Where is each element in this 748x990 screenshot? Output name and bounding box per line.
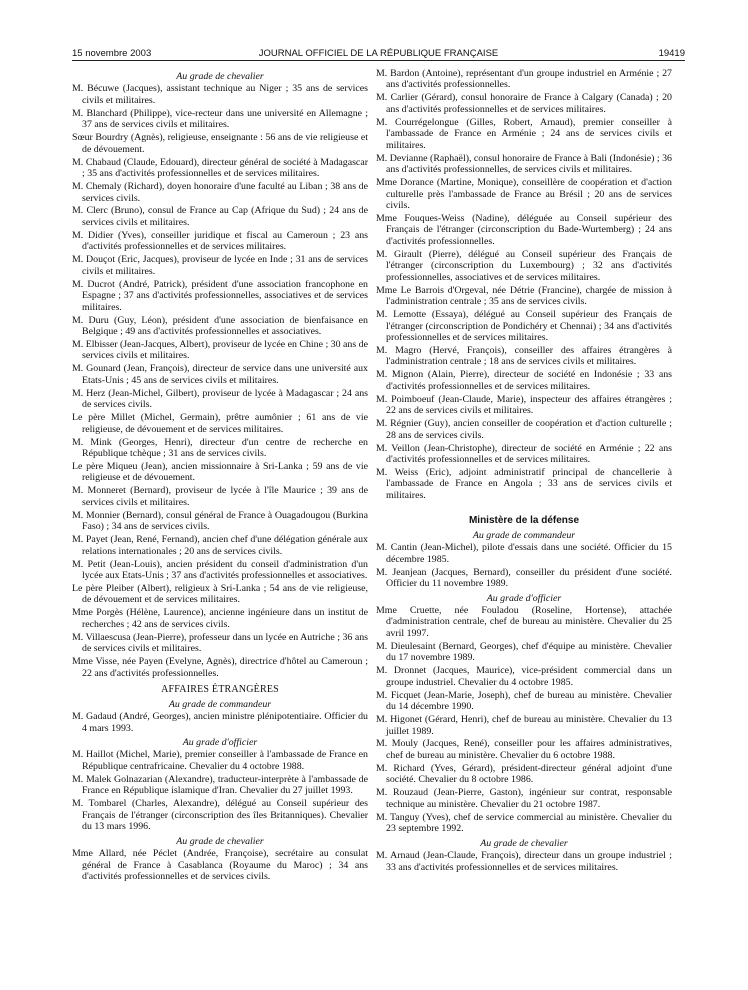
honoree-entry: Sœur Bourdry (Agnès), religieuse, enseignante : 56 ans de vie religieuse et de dévouement.	[72, 132, 368, 155]
honoree-entry: M. Mouly (Jacques, René), conseiller pour les affaires administratives, chef de bureau au ministère. Chevalier du 6 octobre 1988.	[376, 738, 672, 761]
section-heading: Ministère de la défense	[468, 515, 580, 527]
honoree-entry: M. Mignon (Alain, Pierre), directeur de société en Indonésie ; 33 ans d'activités professionnelles et de services militaires.	[376, 369, 672, 392]
honoree-entry: Le père Millet (Michel, Germain), prêtre aumônier ; 61 ans de vie religieuse, de dévouement et de services militaires.	[72, 412, 368, 435]
honoree-entry: M. Weiss (Eric), adjoint administratif principal de chancellerie à l'ambassade de France en Angola ; 33 ans de services civils et militaires.	[376, 466, 672, 501]
honoree-entry: Mme Porgès (Hélène, Laurence), ancienne ingénieure dans un institut de recherches ; 42 ans de services civils.	[72, 607, 368, 630]
honoree-entry: M. Poimboeuf (Jean-Claude, Marie), inspecteur des affaires étrangères ; 22 ans de services civils et militaires.	[376, 393, 672, 417]
honoree-entry: Mme Dorance (Martine, Monique), conseillère de coopération et d'action culturelle près l'ambassade de France au Brésil ; 20 ans de services civils.	[376, 177, 672, 211]
honoree-entry: M. Clerc (Bruno), consul de France au Cap (Afrique du Sud) ; 24 ans de services civils et militaires.	[72, 205, 368, 228]
entry-list	[72, 848, 368, 882]
entry-list	[72, 749, 368, 832]
honoree-entry: M. Higonet (Gérard, Henri), chef de bureau au ministère. Chevalier du 13 juillet 1989.	[376, 714, 672, 737]
grade-heading: Au grade de chevalier	[176, 835, 264, 847]
honoree-entry: M. Lemotte (Essaya), délégué au Conseil supérieur des Français de l'étranger (circonscription de Pondichéry et Chennai) ; 34 ans d'activités professionnelles et de services militaires.	[376, 309, 672, 343]
grade-heading: Au grade d'officier	[182, 736, 258, 748]
honoree-entry: M. Dronnet (Jacques, Maurice), vice-président commercial dans un groupe industriel. Chevalier du 4 octobre 1985.	[376, 665, 672, 688]
honoree-entry: M. Blanchard (Philippe), vice-recteur dans une université en Allemagne ; 37 ans de services civils et militaires.	[72, 107, 368, 131]
honoree-entry: M. Chabaud (Claude, Edouard), directeur général de société à Madagascar ; 35 ans d'activités professionnelles et de services militaires.	[72, 156, 368, 180]
honoree-entry: M. Herz (Jean-Michel, Gilbert), proviseur de lycée à Madagascar ; 24 ans de services civils.	[72, 387, 368, 411]
honoree-entry: Mme Allard, née Péclet (Andrée, Françoise), secrétaire au consulat général de France à Casablanca (Royaume du Maroc) ; 34 ans d'activités professionnelles et de services civils.	[72, 848, 368, 882]
section-heading: AFFAIRES ÉTRANGÈRES	[161, 684, 279, 696]
header-page-number: 19419	[658, 48, 685, 59]
honoree-entry: M. Jeanjean (Jacques, Bernard), conseiller du président d'une société. Officier du 11 novembre 1989.	[376, 566, 672, 590]
honoree-entry: M. Mink (Georges, Henri), directeur d'un centre de recherche en République tchèque ; 31 ans de services civils.	[72, 436, 368, 460]
grade-heading: Au grade de chevalier	[480, 837, 568, 849]
left-column	[72, 68, 368, 884]
honoree-entry: M. Chemaly (Richard), doyen honoraire d'une faculté au Liban ; 38 ans de services civils.	[72, 181, 368, 204]
honoree-entry: M. Régnier (Guy), ancien conseiller de coopération et d'action culturelle ; 28 ans de services civils.	[376, 418, 672, 441]
honoree-entry: Mme Fouques-Weiss (Nadine), déléguée au Conseil supérieur des Français de l'étranger (circonscription du Bade-Wurtemberg) ; 24 ans d'activités professionnelles.	[376, 212, 672, 247]
honoree-entry: M. Payet (Jean, René, Fernand), ancien chef d'une délégation générale aux relations internationales ; 20 ans de services civils.	[72, 534, 368, 557]
grade-heading: Au grade d'officier	[486, 592, 562, 604]
grade-heading: Au grade de commandeur	[472, 529, 576, 541]
honoree-entry: M. Arnaud (Jean-Claude, François), directeur dans un groupe industriel ; 33 ans d'activités professionnelles et de services militaires.	[376, 850, 672, 873]
entry-list	[72, 711, 368, 734]
honoree-entry: M. Tanguy (Yves), chef de service commercial au ministère. Chevalier du 23 septembre 1992.	[376, 811, 672, 835]
honoree-entry: M. Magro (Hervé, François), conseiller des affaires étrangères à l'administration centrale ; 18 ans de services civils et militaires.	[376, 344, 672, 368]
honoree-entry: M. Courrégelongue (Gilles, Robert, Arnaud), premier conseiller à l'ambassade de France en Arménie ; 24 ans de services civils et militaires.	[376, 116, 672, 151]
honoree-entry: M. Tombarel (Charles, Alexandre), délégué au Conseil supérieur des Français de l'étranger (circonscription des îles Britanniques). Chevalier du 13 mars 1996.	[72, 798, 368, 833]
honoree-entry: M. Douçot (Eric, Jacques), proviseur de lycée en Inde ; 31 ans de services civils et militaires.	[72, 254, 368, 277]
honoree-entry: M. Girault (Pierre), délégué au Conseil supérieur des Français de l'étranger (circonscription du Luxembourg) ; 32 ans d'activités professionnelles, associatives et de services militaires.	[376, 248, 672, 283]
header-date: 15 novembre 2003	[72, 48, 152, 59]
honoree-entry: M. Rouzaud (Jean-Pierre, Gaston), ingénieur sur contrat, responsable technique au ministère. Chevalier du 21 octobre 1987.	[376, 787, 672, 810]
grade-heading: Au grade de commandeur	[168, 698, 272, 710]
entry-list	[376, 542, 672, 589]
page-header	[72, 48, 685, 64]
honoree-entry: Le père Pleiber (Albert), religieux à Sri-Lanka ; 54 ans de vie religieuse, de dévouement et de services militaires.	[72, 583, 368, 606]
honoree-entry: M. Dieulesaint (Bernard, Georges), chef d'équipe au ministère. Chevalier du 17 novembre 1989.	[376, 640, 672, 664]
entry-list	[376, 605, 672, 835]
honoree-entry: M. Duru (Guy, Léon), président d'une association de bienfaisance en Belgique ; 49 ans d'activités professionnelles et associatives.	[72, 314, 368, 338]
honoree-entry: M. Petit (Jean-Louis), ancien président du conseil d'administration d'un lycée aux Etats-Unis ; 37 ans d'activités professionnelles et associatives.	[72, 558, 368, 582]
right-column	[376, 68, 672, 874]
honoree-entry: M. Gounard (Jean, François), directeur de service dans une université aux Etats-Unis ; 45 ans de services civils et militaires.	[72, 363, 368, 386]
honoree-entry: M. Villaescusa (Jean-Pierre), professeur dans un lycée en Autriche ; 36 ans de services civils et militaires.	[72, 631, 368, 655]
honoree-entry: M. Monnier (Bernard), consul général de France à Ouagadougou (Burkina Faso) ; 34 ans de services civils.	[72, 509, 368, 533]
honoree-entry: M. Ficquet (Jean-Marie, Joseph), chef de bureau au ministère. Chevalier du 14 décembre 1990.	[376, 689, 672, 713]
honoree-entry: M. Richard (Yves, Gérard), président-directeur général adjoint d'une société. Chevalier du 8 octobre 1986.	[376, 762, 672, 786]
honoree-entry: M. Elbisser (Jean-Jacques, Albert), proviseur de lycée en Chine ; 30 ans de services civils et militaires.	[72, 338, 368, 362]
entry-list	[376, 68, 672, 501]
header-rule	[72, 60, 685, 61]
honoree-entry: M. Carlier (Gérard), consul honoraire de France à Calgary (Canada) ; 20 ans d'activités professionnelles et de services militaires.	[376, 92, 672, 115]
honoree-entry: M. Haillot (Michel, Marie), premier conseiller à l'ambassade de France en République centrafricaine. Chevalier du 4 octobre 1988.	[72, 749, 368, 772]
honoree-entry: M. Bardon (Antoine), représentant d'un groupe industriel en Arménie ; 27 ans d'activités professionnelles.	[376, 68, 672, 91]
entry-list	[72, 83, 368, 679]
honoree-entry: Mme Visse, née Payen (Evelyne, Agnès), directrice d'hôtel au Cameroun ; 22 ans d'activités professionnelles.	[72, 656, 368, 679]
honoree-entry: M. Ducrot (André, Patrick), président d'une association francophone en Espagne ; 37 ans d'activités professionnelles, associatives et de services militaires.	[72, 278, 368, 313]
honoree-entry: M. Monneret (Bernard), proviseur de lycée à l'île Maurice ; 39 ans de services civils et militaires.	[72, 485, 368, 508]
grade-heading: Au grade de chevalier	[176, 71, 264, 82]
honoree-entry: M. Veillon (Jean-Christophe), directeur de société en Arménie ; 22 ans d'activités professionnelles et de services militaires.	[376, 442, 672, 465]
honoree-entry: M. Gadaud (André, Georges), ancien ministre plénipotentiaire. Officier du 4 mars 1993.	[72, 711, 368, 734]
honoree-entry: M. Cantin (Jean-Michel), pilote d'essais dans une société. Officier du 15 décembre 1985.	[376, 542, 672, 565]
honoree-entry: Mme Cruette, née Fouladou (Roseline, Hortense), attachée d'administration centrale, chef de bureau au ministère. Chevalier du 25 avril 1997.	[376, 604, 672, 639]
honoree-entry: M. Bécuwe (Jacques), assistant technique au Niger ; 35 ans de services civils et militaires.	[72, 83, 368, 106]
honoree-entry: M. Devianne (Raphaël), consul honoraire de France à Bali (Indonésie) ; 36 ans d'activités professionnelles, de services civils et militaires.	[376, 152, 672, 176]
honoree-entry: M. Malek Golnazarian (Alexandre), traducteur-interprète à l'ambassade de France en République islamique d'Iran. Chevalier du 27 juillet 1993.	[72, 773, 368, 797]
honoree-entry: Le père Miqueu (Jean), ancien missionnaire à Sri-Lanka ; 59 ans de vie religieuse et de dévouement.	[72, 461, 368, 484]
honoree-entry: Mme Le Barrois d'Orgeval, née Détrie (Francine), chargée de mission à l'administration centrale ; 35 ans de services civils.	[376, 284, 672, 308]
entry-list	[376, 850, 672, 873]
honoree-entry: M. Didier (Yves), conseiller juridique et fiscal au Cameroun ; 23 ans d'activités professionnelles et de services militaires.	[72, 229, 368, 253]
header-title: JOURNAL OFFICIEL DE LA RÉPUBLIQUE FRANÇAISE	[258, 48, 499, 59]
